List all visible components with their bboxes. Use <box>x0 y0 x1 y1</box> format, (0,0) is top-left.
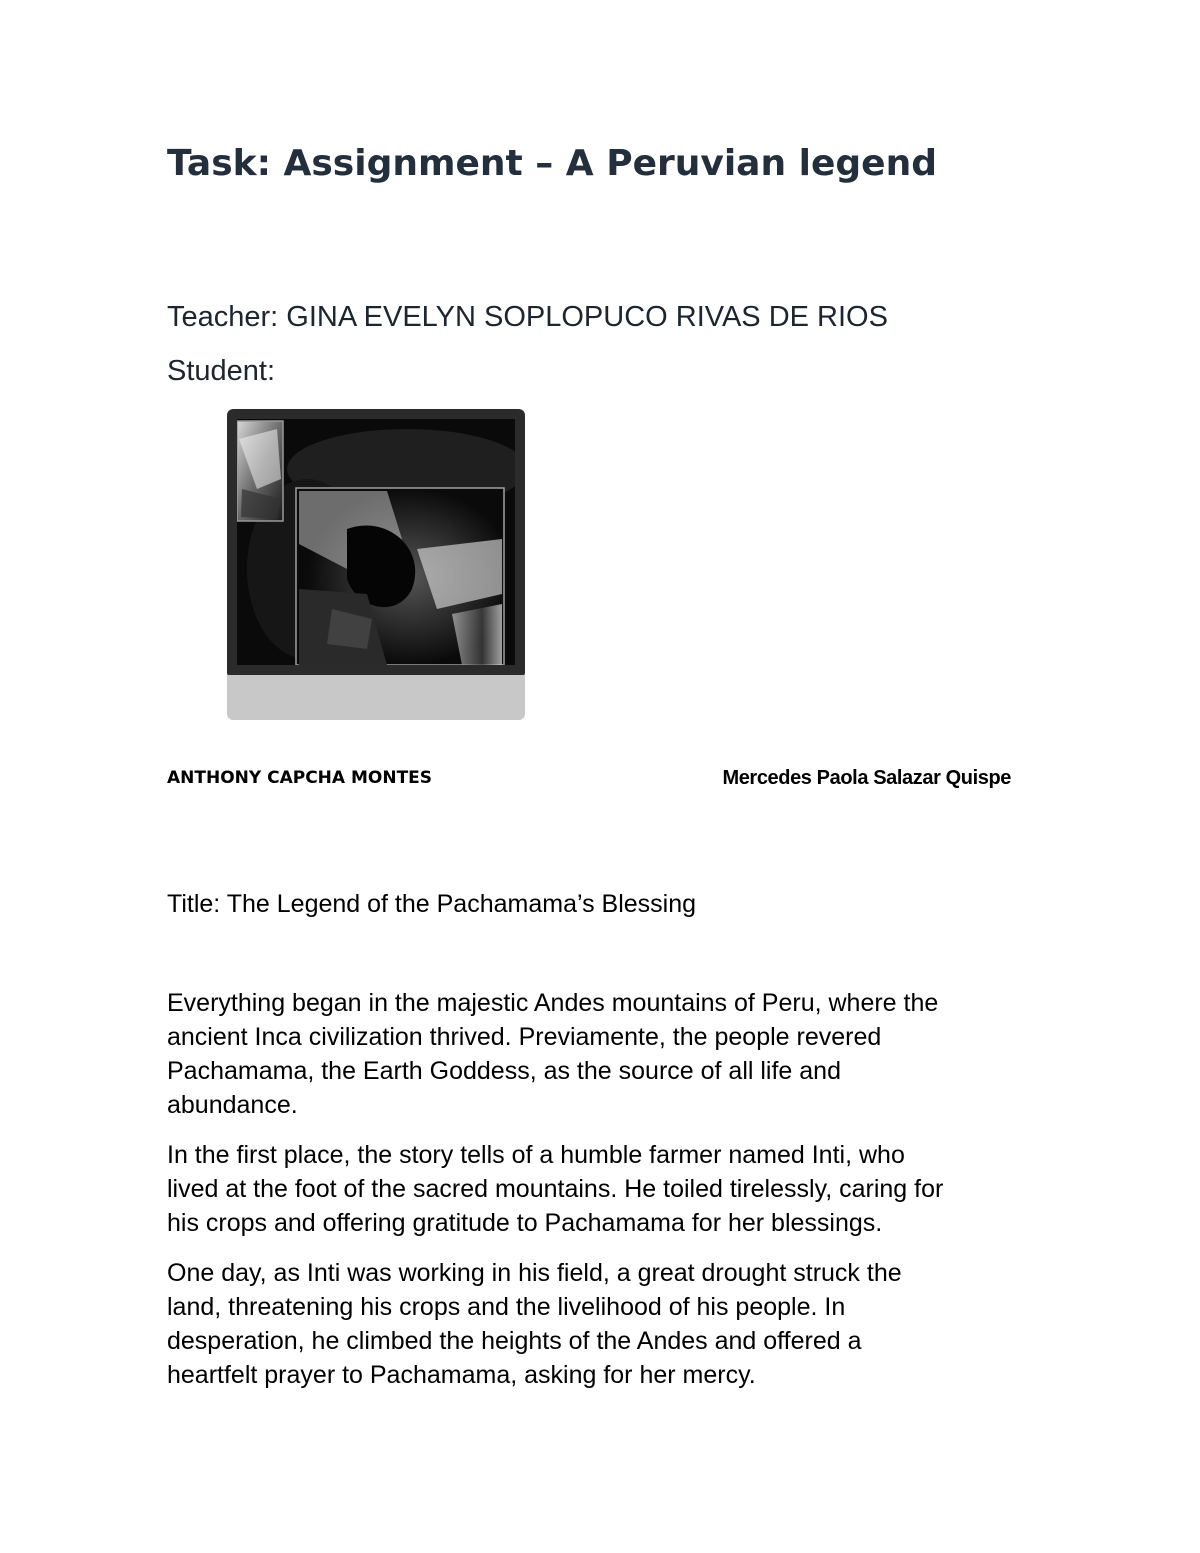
story-body <box>167 986 1047 1408</box>
photo-collage-image <box>237 419 515 665</box>
photo-border <box>227 409 525 675</box>
paragraph-line: land, threatening his crops and the livelihood of his people. In <box>167 1293 846 1321</box>
student-photo-frame <box>227 409 525 720</box>
student-label: Student: <box>167 355 276 387</box>
paragraph-line: Everything began in the majestic Andes mountains of Peru, where the <box>167 989 939 1017</box>
teacher-line: Teacher: GINA EVELYN SOPLOPUCO RIVAS DE RIOS <box>167 301 888 333</box>
page-title: Task: Assignment – A Peruvian legend <box>167 143 937 184</box>
story-title: Title: The Legend of the Pachamama’s Blessing <box>167 890 697 918</box>
paragraph <box>167 986 1047 1122</box>
paragraph-line: One day, as Inti was working in his field, a great drought struck the <box>167 1259 902 1287</box>
paragraph-line: Pachamama, the Earth Goddess, as the source of all life and <box>167 1057 841 1085</box>
student-name-left: ANTHONY CAPCHA MONTES <box>167 768 433 788</box>
paragraph-line: ancient Inca civilization thrived. Previamente, the people revered <box>167 1023 882 1051</box>
student-name-right: Mercedes Paola Salazar Quispe <box>722 767 1011 789</box>
paragraph-line: In the first place, the story tells of a humble farmer named Inti, who <box>167 1141 905 1169</box>
student-photo <box>237 419 515 665</box>
paragraph-line: lived at the foot of the sacred mountains. He toiled tirelessly, caring for <box>167 1175 944 1203</box>
paragraph-line: his crops and offering gratitude to Pachamama for her blessings. <box>167 1209 883 1237</box>
paragraph-line: abundance. <box>167 1091 298 1119</box>
paragraph-line: heartfelt prayer to Pachamama, asking for her mercy. <box>167 1361 756 1389</box>
paragraph-line: desperation, he climbed the heights of the Andes and offered a <box>167 1327 862 1355</box>
paragraph <box>167 1256 1047 1392</box>
paragraph <box>167 1138 1047 1240</box>
